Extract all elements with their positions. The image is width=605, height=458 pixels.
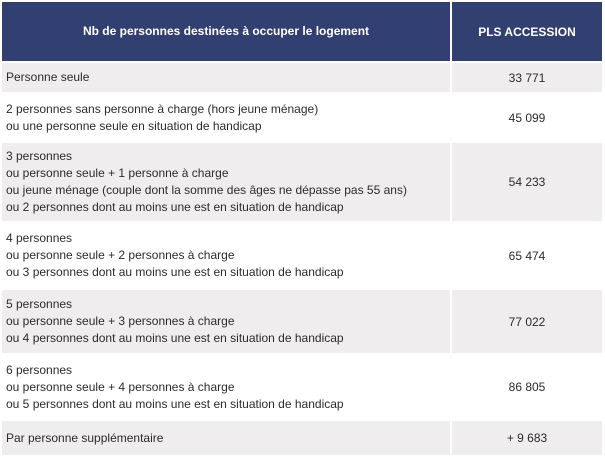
row-label: 4 personnes ou personne seule + 2 personnes à charge ou 3 personnes dont au moins une est en situation de handicap — [2, 223, 450, 288]
table-row — [2, 94, 602, 141]
row-value: 77 022 — [452, 290, 602, 353]
table-row — [2, 223, 602, 288]
table-header — [2, 2, 602, 61]
row-value: 45 099 — [452, 94, 602, 141]
row-value: 33 771 — [452, 63, 602, 92]
row-value: + 9 683 — [452, 421, 602, 455]
table-row — [2, 290, 602, 353]
header-household-size: Nb de personnes destinées à occuper le logement — [2, 2, 450, 61]
row-value: 54 233 — [452, 143, 602, 221]
table-row — [2, 421, 602, 455]
header-pls-accession: PLS ACCESSION — [452, 2, 602, 61]
row-value: 86 805 — [452, 355, 602, 419]
table-row — [2, 143, 602, 221]
row-label: 2 personnes sans personne à charge (hors jeune ménage) ou une personne seule en situation de handicap — [2, 94, 450, 141]
row-label: Par personne supplémentaire — [2, 421, 450, 455]
table-row — [2, 63, 602, 92]
table-row — [2, 355, 602, 419]
row-label: 3 personnes ou personne seule + 1 personne à charge ou jeune ménage (couple dont la somme des âges ne dépasse pas 55 ans) ou 2 personnes dont au moins une est en situation de handicap — [2, 143, 450, 221]
row-value: 65 474 — [452, 223, 602, 288]
row-label: 6 personnes ou personne seule + 4 personnes à charge ou 5 personnes dont au moins une est en situation de handicap — [2, 355, 450, 419]
income-ceiling-table — [2, 2, 602, 457]
row-label: Personne seule — [2, 63, 450, 92]
row-label: 5 personnes ou personne seule + 3 personnes à charge ou 4 personnes dont au moins une est en situation de handicap — [2, 290, 450, 353]
